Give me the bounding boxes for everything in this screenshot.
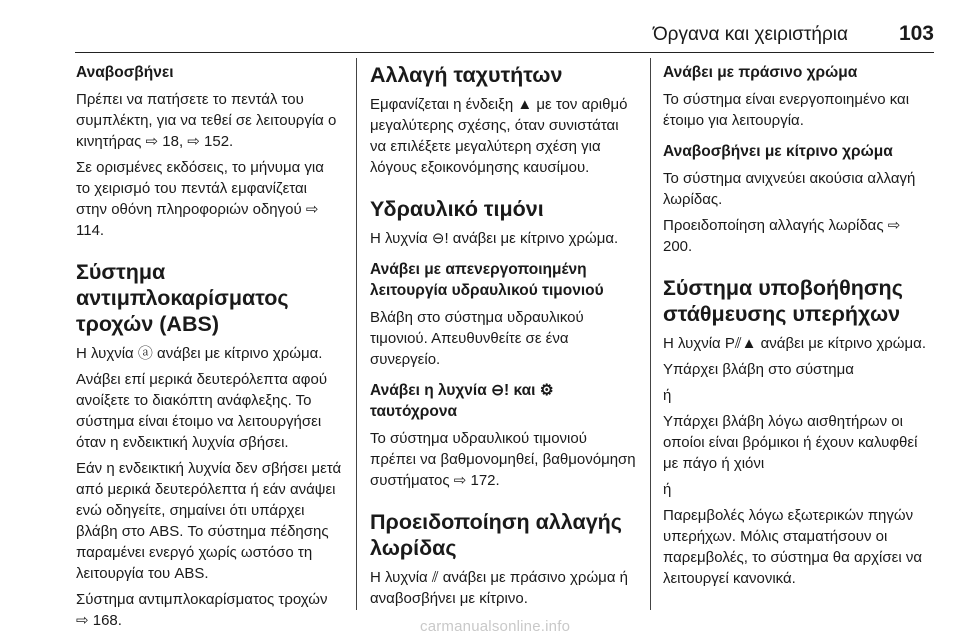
- paragraph: Το σύστημα υδραυλικού τιμονιού πρέπει να βαθμονομηθεί, βαθμονόμηση συστήματος ⇨ 172.: [370, 430, 636, 489]
- page-header-title: Όργανα και χειριστήρια: [652, 24, 848, 45]
- column-divider-2: [650, 58, 651, 610]
- paragraph: Παρεμβολές λόγω εξωτερικών πηγών υπερήχων. Μόλις σταματήσουν οι παρεμβολές, το σύστημα θα αρχίσει να λειτουργεί κανονικά.: [663, 507, 923, 587]
- column-1: [76, 62, 342, 636]
- section-subheading: Αναβοσβήνει με κίτρινο χρώμα: [663, 143, 893, 160]
- paragraph: Υπάρχει βλάβη λόγω αισθητήρων οι οποίοι είναι βρόμικοι ή έχουν καλυφθεί με πάγο ή χιόνι: [663, 413, 918, 472]
- section-heading: Σύστημα αντιμπλοκαρίσματος τροχών (ABS): [76, 260, 289, 336]
- page-number: 103: [898, 22, 934, 45]
- paragraph: Ανάβει επί μερικά δευτερόλεπτα αφού ανοίξετε το διακόπτη ανάφλεξης. Το σύστημα είναι έτοιμο να λειτουργήσει όταν η ενδεικτική λυχνία σβήσει.: [76, 371, 328, 451]
- header-rule: [75, 52, 934, 53]
- paragraph: Η λυχνία P⫽▲ ανάβει με κίτρινο χρώμα.: [663, 335, 926, 352]
- paragraph: Η λυχνία ⊖! ανάβει με κίτρινο χρώμα.: [370, 230, 619, 247]
- paragraph: Πρέπει να πατήσετε το πεντάλ του συμπλέκτη, για να τεθεί σε λειτουργία ο κινητήρας ⇨ 18, ⇨ 152.: [76, 91, 337, 150]
- column-divider-1: [356, 58, 357, 610]
- section-subheading: Ανάβει με απενεργοποιημένη λειτουργία υδραυλικού τιμονιού: [370, 261, 604, 299]
- section-heading: Προειδοποίηση αλλαγής λωρίδας: [370, 510, 622, 560]
- section-subheading: Ανάβει με πράσινο χρώμα: [663, 64, 858, 81]
- paragraph: Σύστημα αντιμπλοκαρίσματος τροχών ⇨ 168.: [76, 591, 328, 629]
- section-heading: Αλλαγή ταχυτήτων: [370, 63, 563, 87]
- paragraph: Σε ορισμένες εκδόσεις, το μήνυμα για το χειρισμό του πεντάλ εμφανίζεται στην οθόνη πληροφοριών οδηγού ⇨ 114.: [76, 159, 324, 239]
- section-heading: Υδραυλικό τιμόνι: [370, 197, 544, 221]
- section-subheading: Αναβοσβήνει: [76, 64, 174, 81]
- paragraph: Η λυχνία ⫽ ανάβει με πράσινο χρώμα ή αναβοσβήνει με κίτρινο.: [370, 569, 628, 607]
- column-3: [663, 62, 929, 594]
- paragraph: Το σύστημα είναι ενεργοποιημένο και έτοιμο για λειτουργία.: [663, 91, 910, 129]
- paragraph: Εμφανίζεται η ένδειξη ▲ με τον αριθμό μεγαλύτερης σχέσης, όταν συνιστάται να επιλέξετε μεγαλύτερη σχέση για λόγους εξοικονόμησης καυσίμου.: [370, 96, 628, 176]
- section-subheading: Ανάβει η λυχνία ⊖! και ⚙ ταυτόχρονα: [370, 382, 554, 420]
- paragraph: Προειδοποίηση αλλαγής λωρίδας ⇨ 200.: [663, 217, 901, 255]
- paragraph: Βλάβη στο σύστημα υδραυλικού τιμονιού. Απευθυνθείτε σε ένα συνεργείο.: [370, 309, 584, 368]
- watermark: carmanualsonline.info: [420, 618, 571, 635]
- paragraph: Η λυχνία ⓐ ανάβει με κίτρινο χρώμα.: [76, 345, 323, 362]
- paragraph: Εάν η ενδεικτική λυχνία δεν σβήσει μετά από μερικά δευτερόλεπτα ή εάν ανάψει ενώ οδηγείτε, σημαίνει ότι υπάρχει βλάβη στο ABS. Το σύστημα πέδησης παραμένει ενεργό χωρίς ωστόσο τη λειτουργία του ABS.: [76, 460, 342, 582]
- paragraph: Το σύστημα ανιχνεύει ακούσια αλλαγή λωρίδας.: [663, 170, 916, 208]
- paragraph: ή: [663, 481, 672, 498]
- column-2: [370, 62, 636, 614]
- paragraph: Υπάρχει βλάβη στο σύστημα: [663, 361, 854, 378]
- paragraph: ή: [663, 387, 672, 404]
- section-heading: Σύστημα υποβοήθησης στάθμευσης υπερήχων: [663, 276, 903, 326]
